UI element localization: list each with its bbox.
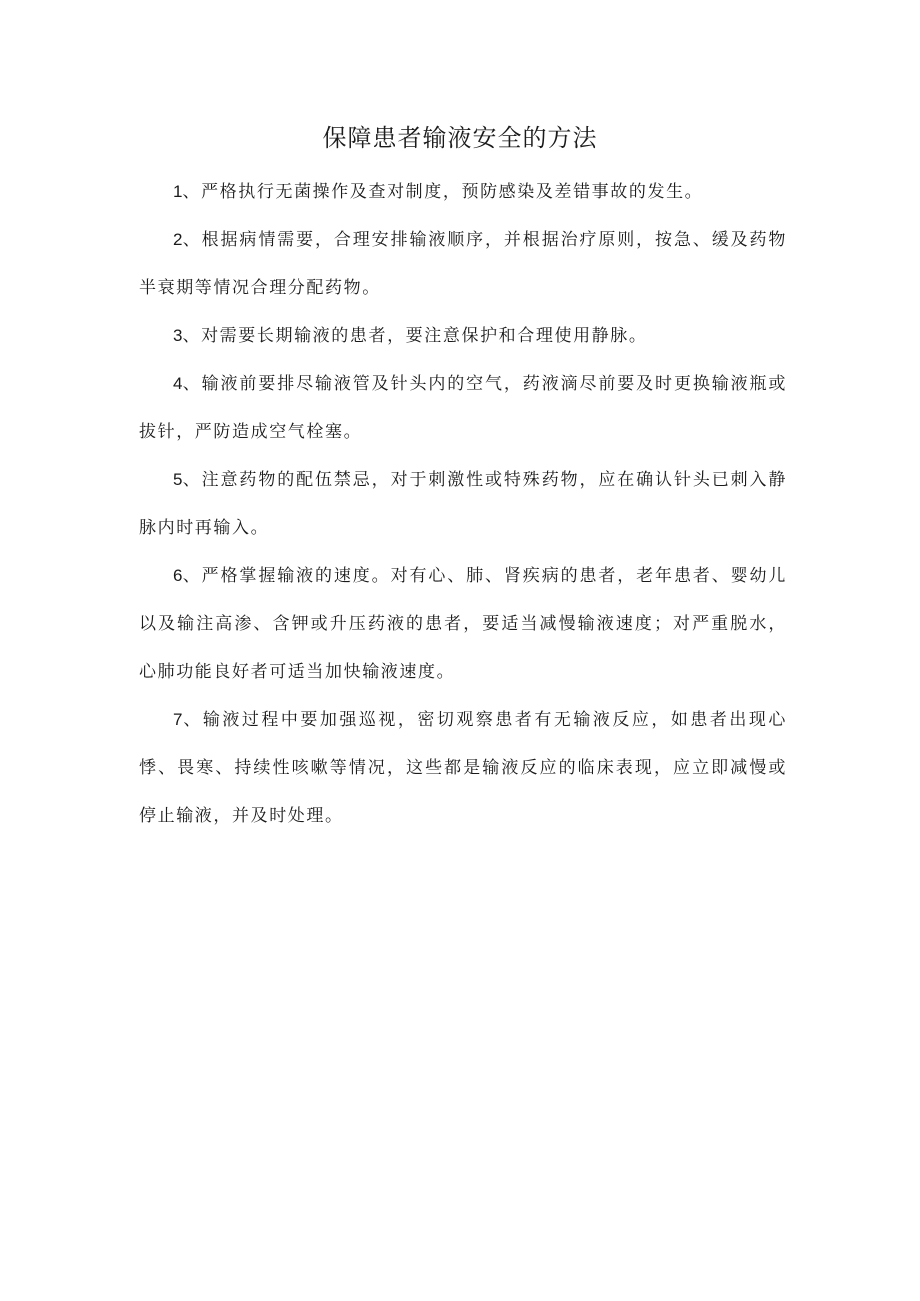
paragraph-6 [139,552,787,696]
paragraph-number: 2 [173,230,183,249]
document-body [139,168,787,840]
paragraph-number: 7 [173,710,183,729]
paragraph-text: 、根据病情需要，合理安排输液顺序，并根据治疗原则，按急、缓及药物半衰期等情况合理分配药物。 [139,230,787,298]
paragraph-3 [139,312,787,360]
paragraph-5 [139,456,787,552]
paragraph-text: 、对需要长期输液的患者，要注意保护和合理使用静脉。 [182,326,648,346]
paragraph-7 [139,696,787,840]
paragraph-4 [139,360,787,456]
paragraph-text: 、注意药物的配伍禁忌，对于刺激性或特殊药物，应在确认针头已刺入静脉内时再输入。 [139,470,787,538]
paragraph-number: 5 [173,470,183,489]
document-title: 保障患者输液安全的方法 [322,124,598,152]
paragraph-2 [139,216,787,312]
paragraph-number: 4 [173,374,183,393]
paragraph-text: 、输液过程中要加强巡视，密切观察患者有无输液反应，如患者出现心悸、畏寒、持续性咳嗽等情况，这些都是输液反应的临床表现，应立即减慢或停止输液，并及时处理。 [139,710,787,826]
paragraph-number: 1 [173,182,183,201]
paragraph-text: 、输液前要排尽输液管及针头内的空气，药液滴尽前要及时更换输液瓶或拔针，严防造成空气栓塞。 [139,374,787,442]
paragraph-1 [139,168,787,216]
paragraph-number: 3 [173,326,183,345]
paragraph-number: 6 [173,566,183,585]
paragraph-text: 、严格执行无菌操作及查对制度，预防感染及差错事故的发生。 [182,182,704,202]
paragraph-text: 、严格掌握输液的速度。对有心、肺、肾疾病的患者，老年患者、婴幼儿以及输注高渗、含钾或升压药液的患者，要适当减慢输液速度；对严重脱水，心肺功能良好者可适当加快输液速度。 [139,566,787,682]
